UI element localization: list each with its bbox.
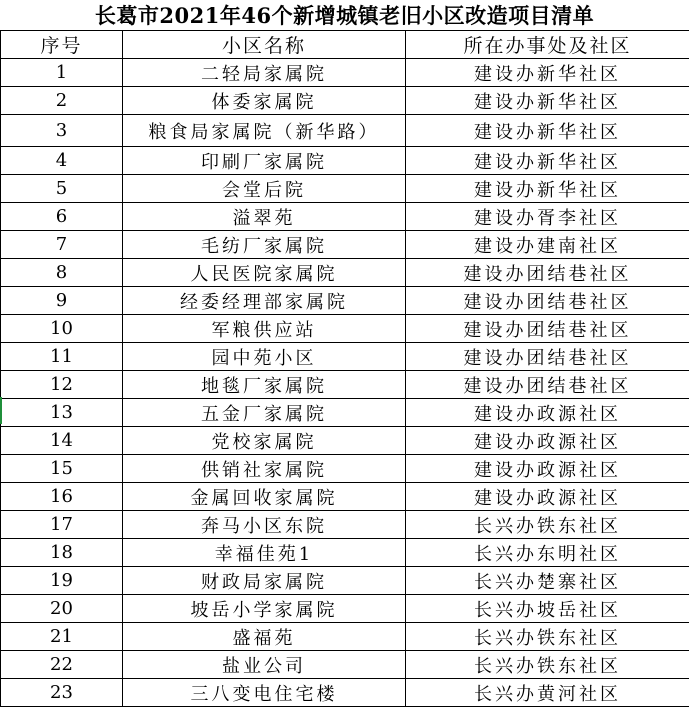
community-name-cell[interactable]: 财政局家属院 [123, 567, 406, 595]
serial-cell[interactable]: 12 [1, 371, 123, 399]
serial-cell[interactable]: 13 [1, 399, 123, 427]
serial-cell[interactable]: 14 [1, 427, 123, 455]
office-community-cell[interactable]: 建设办政源社区 [406, 455, 689, 483]
office-community-cell[interactable]: 建设办新华社区 [406, 175, 689, 203]
header-serial[interactable]: 序号 [1, 31, 123, 59]
serial-cell[interactable]: 16 [1, 483, 123, 511]
office-community-cell[interactable]: 建设办团结巷社区 [406, 259, 689, 287]
serial-cell[interactable]: 18 [1, 539, 123, 567]
office-community-cell[interactable]: 建设办新华社区 [406, 115, 689, 147]
serial-cell[interactable]: 17 [1, 511, 123, 539]
office-community-cell[interactable]: 建设办新华社区 [406, 87, 689, 115]
header-office-community[interactable]: 所在办事处及社区 [406, 31, 689, 59]
office-community-cell[interactable]: 长兴办铁东社区 [406, 511, 689, 539]
sheet-title: 长葛市2021年46个新增城镇老旧小区改造项目清单 [94, 3, 595, 28]
community-name-cell[interactable]: 金属回收家属院 [123, 483, 406, 511]
office-community-cell[interactable]: 建设办政源社区 [406, 483, 689, 511]
table-row [1, 203, 689, 231]
serial-cell[interactable]: 4 [1, 147, 123, 175]
table-row [1, 399, 689, 427]
community-name-cell[interactable]: 会堂后院 [123, 175, 406, 203]
community-name-cell[interactable]: 经委经理部家属院 [123, 287, 406, 315]
serial-cell[interactable]: 9 [1, 287, 123, 315]
table-row [1, 483, 689, 511]
community-name-cell[interactable]: 幸福佳苑1 [123, 539, 406, 567]
community-name-cell[interactable]: 粮食局家属院（新华路） [123, 115, 406, 147]
office-community-cell[interactable]: 长兴办黄河社区 [406, 679, 689, 707]
table-row [1, 595, 689, 623]
serial-cell[interactable]: 2 [1, 87, 123, 115]
serial-cell[interactable]: 19 [1, 567, 123, 595]
office-community-cell[interactable]: 建设办胥李社区 [406, 203, 689, 231]
office-community-cell[interactable]: 建设办政源社区 [406, 427, 689, 455]
table-row [1, 455, 689, 483]
community-name-cell[interactable]: 园中苑小区 [123, 343, 406, 371]
table-row [1, 147, 689, 175]
project-table [0, 30, 689, 707]
serial-cell[interactable]: 7 [1, 231, 123, 259]
serial-cell[interactable]: 22 [1, 651, 123, 679]
office-community-cell[interactable]: 建设办建南社区 [406, 231, 689, 259]
serial-cell[interactable]: 15 [1, 455, 123, 483]
community-name-cell[interactable]: 五金厂家属院 [123, 399, 406, 427]
community-name-cell[interactable]: 坡岳小学家属院 [123, 595, 406, 623]
table-row [1, 567, 689, 595]
community-name-cell[interactable]: 毛纺厂家属院 [123, 231, 406, 259]
table-row [1, 315, 689, 343]
community-name-cell[interactable]: 人民医院家属院 [123, 259, 406, 287]
serial-cell[interactable]: 10 [1, 315, 123, 343]
community-name-cell[interactable]: 体委家属院 [123, 87, 406, 115]
table-row [1, 59, 689, 87]
table-row [1, 343, 689, 371]
table-row [1, 679, 689, 707]
community-name-cell[interactable]: 二轻局家属院 [123, 59, 406, 87]
community-name-cell[interactable]: 印刷厂家属院 [123, 147, 406, 175]
office-community-cell[interactable]: 长兴办楚寨社区 [406, 567, 689, 595]
row-selection-marker [0, 397, 2, 424]
table-row [1, 115, 689, 147]
serial-cell[interactable]: 11 [1, 343, 123, 371]
office-community-cell[interactable]: 建设办政源社区 [406, 399, 689, 427]
office-community-cell[interactable]: 建设办团结巷社区 [406, 371, 689, 399]
serial-cell[interactable]: 1 [1, 59, 123, 87]
table-row [1, 175, 689, 203]
office-community-cell[interactable]: 长兴办铁东社区 [406, 651, 689, 679]
table-row [1, 427, 689, 455]
header-community-name[interactable]: 小区名称 [123, 31, 406, 59]
table-body [1, 59, 689, 707]
serial-cell[interactable]: 21 [1, 623, 123, 651]
table-row [1, 651, 689, 679]
table-row [1, 371, 689, 399]
table-row [1, 511, 689, 539]
table-row [1, 259, 689, 287]
community-name-cell[interactable]: 党校家属院 [123, 427, 406, 455]
serial-cell[interactable]: 3 [1, 115, 123, 147]
community-name-cell[interactable]: 供销社家属院 [123, 455, 406, 483]
serial-cell[interactable]: 6 [1, 203, 123, 231]
community-name-cell[interactable]: 军粮供应站 [123, 315, 406, 343]
office-community-cell[interactable]: 建设办新华社区 [406, 147, 689, 175]
serial-cell[interactable]: 20 [1, 595, 123, 623]
community-name-cell[interactable]: 盛福苑 [123, 623, 406, 651]
office-community-cell[interactable]: 建设办团结巷社区 [406, 287, 689, 315]
office-community-cell[interactable]: 长兴办铁东社区 [406, 623, 689, 651]
community-name-cell[interactable]: 地毯厂家属院 [123, 371, 406, 399]
community-name-cell[interactable]: 三八变电住宅楼 [123, 679, 406, 707]
office-community-cell[interactable]: 建设办团结巷社区 [406, 315, 689, 343]
table-row [1, 539, 689, 567]
table-row [1, 87, 689, 115]
office-community-cell[interactable]: 建设办新华社区 [406, 59, 689, 87]
table-row [1, 287, 689, 315]
community-name-cell[interactable]: 奔马小区东院 [123, 511, 406, 539]
community-name-cell[interactable]: 盐业公司 [123, 651, 406, 679]
serial-cell[interactable]: 5 [1, 175, 123, 203]
office-community-cell[interactable]: 长兴办坡岳社区 [406, 595, 689, 623]
office-community-cell[interactable]: 建设办团结巷社区 [406, 343, 689, 371]
serial-cell[interactable]: 23 [1, 679, 123, 707]
office-community-cell[interactable]: 长兴办东明社区 [406, 539, 689, 567]
table-row [1, 623, 689, 651]
serial-cell[interactable]: 8 [1, 259, 123, 287]
header-row [1, 31, 689, 59]
table-row [1, 231, 689, 259]
community-name-cell[interactable]: 溢翠苑 [123, 203, 406, 231]
